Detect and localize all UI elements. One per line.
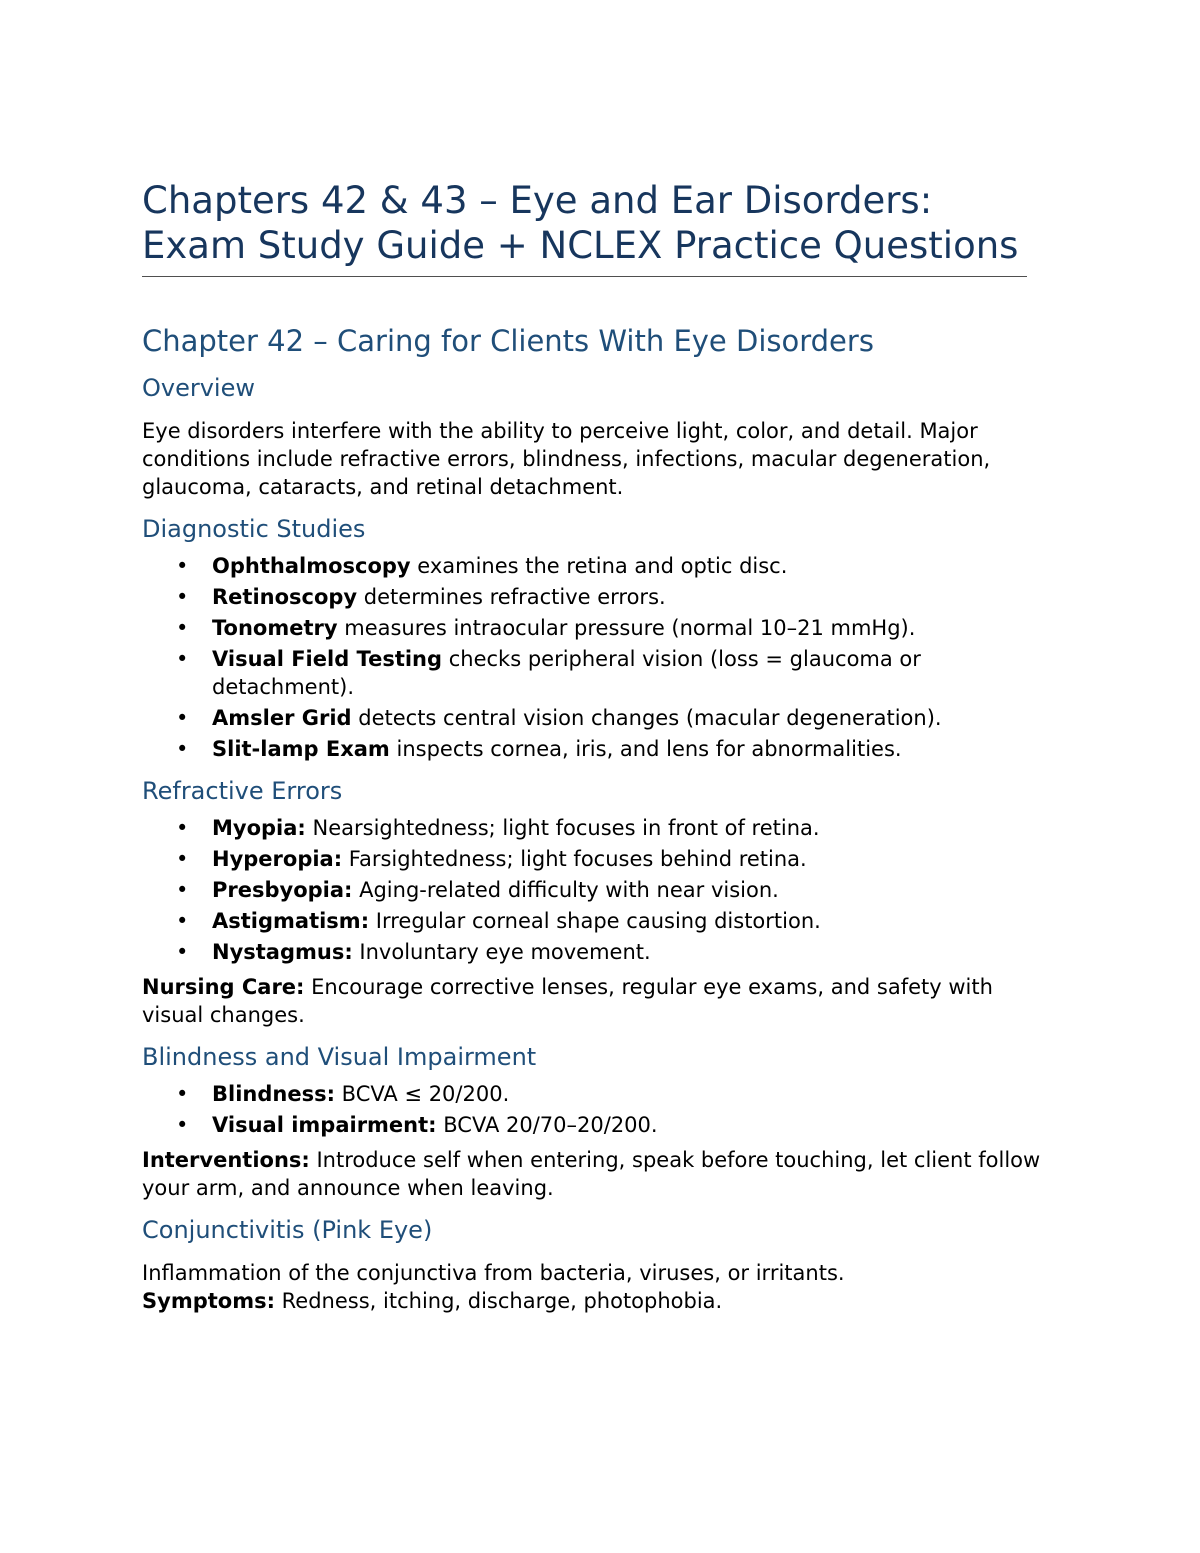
- item-text: Nearsightedness; light focuses in front of retina.: [305, 816, 820, 840]
- conjunctivitis-paragraph: [142, 1259, 1047, 1315]
- item-term: Ophthalmoscopy: [212, 554, 411, 578]
- item-text: Aging-related difficulty with near vision.: [352, 878, 779, 902]
- item-text: Farsightedness; light focuses behind retina.: [342, 847, 807, 871]
- document-title: Chapters 42 & 43 – Eye and Ear Disorders: Exam Study Guide + NCLEX Practice Questions: [142, 179, 1019, 267]
- refractive-errors-list: [142, 814, 1047, 966]
- nursing-care-paragraph: [142, 973, 1047, 1029]
- list-item: [142, 552, 1047, 580]
- overview-paragraph: Eye disorders interfere with the ability to perceive light, color, and detail. Major conditions include refractive errors, blindness, infections, macular degeneration, glaucoma, cataracts, and retinal detachment.: [142, 419, 991, 499]
- list-item: [142, 938, 1047, 966]
- list-item: [142, 583, 1047, 611]
- blindness-list: [142, 1080, 1047, 1139]
- conjunctivitis-text: Inflammation of the conjunctiva from bacteria, viruses, or irritants.: [142, 1261, 845, 1285]
- list-item: [142, 907, 1047, 935]
- list-item: [142, 1080, 1047, 1108]
- bullet-icon: •: [176, 940, 189, 964]
- bullet-icon: •: [176, 816, 189, 840]
- bullet-icon: •: [176, 616, 189, 640]
- bullet-icon: •: [176, 647, 189, 671]
- item-term: Tonometry: [212, 616, 338, 640]
- item-term: Visual Field Testing: [212, 647, 443, 671]
- item-text: Involuntary eye movement.: [352, 940, 651, 964]
- item-text: determines refractive errors.: [357, 585, 666, 609]
- list-item: [142, 645, 1047, 701]
- bullet-icon: •: [176, 1113, 189, 1137]
- overview-heading: Overview: [142, 374, 255, 402]
- blindness-heading: Blindness and Visual Impairment: [142, 1043, 537, 1071]
- interventions-label: Interventions:: [142, 1148, 310, 1172]
- list-item: [142, 814, 1047, 842]
- document-page: [142, 178, 1047, 1315]
- item-text: detects central vision changes (macular degeneration).: [351, 706, 942, 730]
- title-divider: [142, 276, 1027, 277]
- list-item: [142, 876, 1047, 904]
- bullet-icon: •: [176, 909, 189, 933]
- bullet-icon: •: [176, 737, 189, 761]
- symptoms-text: Redness, itching, discharge, photophobia.: [274, 1289, 723, 1313]
- item-text: BCVA ≤ 20/200.: [334, 1082, 510, 1106]
- list-item: [142, 845, 1047, 873]
- item-term: Astigmatism:: [212, 909, 370, 933]
- bullet-icon: •: [176, 847, 189, 871]
- bullet-icon: •: [176, 878, 189, 902]
- bullet-icon: •: [176, 554, 189, 578]
- item-term: Nystagmus:: [212, 940, 353, 964]
- diagnostic-studies-list: [142, 552, 1047, 763]
- item-text: examines the retina and optic disc.: [410, 554, 788, 578]
- bullet-icon: •: [176, 585, 189, 609]
- item-term: Presbyopia:: [212, 878, 353, 902]
- item-term: Retinoscopy: [212, 585, 358, 609]
- interventions-paragraph: [142, 1146, 1047, 1202]
- list-item: [142, 1111, 1047, 1139]
- symptoms-label: Symptoms:: [142, 1289, 275, 1313]
- nursing-care-text: Encourage corrective lenses, regular eye exams, and safety with visual changes.: [142, 975, 993, 1027]
- item-term: Amsler Grid: [212, 706, 352, 730]
- item-text: measures intraocular pressure (normal 10–21 mmHg).: [337, 616, 916, 640]
- interventions-text: Introduce self when entering, speak before touching, let client follow your arm, and announce when leaving.: [142, 1148, 1041, 1200]
- item-text: checks peripheral vision (loss = glaucoma or detachment).: [212, 647, 921, 699]
- item-term: Slit-lamp Exam: [212, 737, 390, 761]
- nursing-care-label: Nursing Care:: [142, 975, 305, 999]
- diagnostic-studies-heading: Diagnostic Studies: [142, 515, 366, 543]
- item-term: Myopia:: [212, 816, 306, 840]
- chapter-heading: Chapter 42 – Caring for Clients With Eye Disorders: [142, 324, 874, 358]
- list-item: [142, 735, 1047, 763]
- list-item: [142, 704, 1047, 732]
- bullet-icon: •: [176, 1082, 189, 1106]
- conjunctivitis-heading: Conjunctivitis (Pink Eye): [142, 1216, 433, 1244]
- item-term: Blindness:: [212, 1082, 335, 1106]
- item-text: BCVA 20/70–20/200.: [436, 1113, 658, 1137]
- refractive-errors-heading: Refractive Errors: [142, 777, 343, 805]
- bullet-icon: •: [176, 706, 189, 730]
- item-text: Irregular corneal shape causing distortion.: [369, 909, 821, 933]
- item-term: Hyperopia:: [212, 847, 343, 871]
- item-text: inspects cornea, iris, and lens for abnormalities.: [389, 737, 902, 761]
- item-term: Visual impairment:: [212, 1113, 437, 1137]
- list-item: [142, 614, 1047, 642]
